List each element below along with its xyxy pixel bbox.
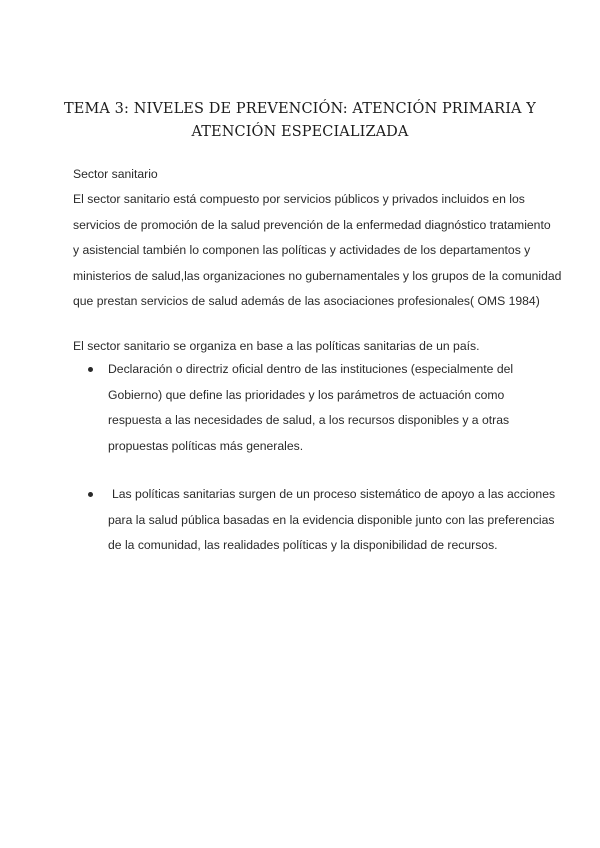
section-heading: Sector sanitario xyxy=(73,167,158,181)
paragraph-line: servicios de promoción de la salud prevención de la enfermedad diagnóstico tratamiento xyxy=(73,217,551,232)
title-line: ATENCIÓN ESPECIALIZADA xyxy=(191,124,409,140)
bullet-line: para la salud pública basadas en la evidencia disponible junto con las preferencias xyxy=(108,512,555,527)
title-line: TEMA 3: NIVELES DE PREVENCIÓN: ATENCIÓN PRIMARIA Y xyxy=(64,101,536,117)
paragraph-line: ministerios de salud,las organizaciones no gubernamentales y los grupos de la comunidad xyxy=(73,268,562,283)
bullet-line: propuestas políticas más generales. xyxy=(108,438,304,453)
paragraph-line: y asistencial también lo componen las políticas y actividades de los departamentos y xyxy=(73,243,531,257)
paragraph-line: El sector sanitario está compuesto por servicios públicos y privados incluidos en los xyxy=(73,192,525,206)
bullet-dot-icon xyxy=(88,492,93,497)
intro-paragraph xyxy=(73,187,562,315)
bullet-text xyxy=(108,482,556,559)
paragraph-line: que prestan servicios de salud además de las asociaciones profesionales( OMS 1984) xyxy=(73,294,540,308)
document-title xyxy=(60,98,540,144)
bullet-dot-icon xyxy=(88,367,93,372)
bullet-line: Declaración o directriz oficial dentro de las instituciones (especialmente del xyxy=(108,362,514,376)
bullet-line: de la comunidad, las realidades políticas y la disponibilidad de recursos. xyxy=(108,538,498,552)
bullet-line: Las políticas sanitarias surgen de un proceso sistemático de apoyo a las acciones xyxy=(112,487,556,501)
organization-paragraph: El sector sanitario se organiza en base a las políticas sanitarias de un país. xyxy=(73,339,480,353)
bullet-line: Gobierno) que define las prioridades y los parámetros de actuación como xyxy=(108,387,505,402)
bullet-text xyxy=(108,357,513,459)
bullet-line: respuesta a las necesidades de salud, a los recursos disponibles y a otras xyxy=(108,413,510,427)
